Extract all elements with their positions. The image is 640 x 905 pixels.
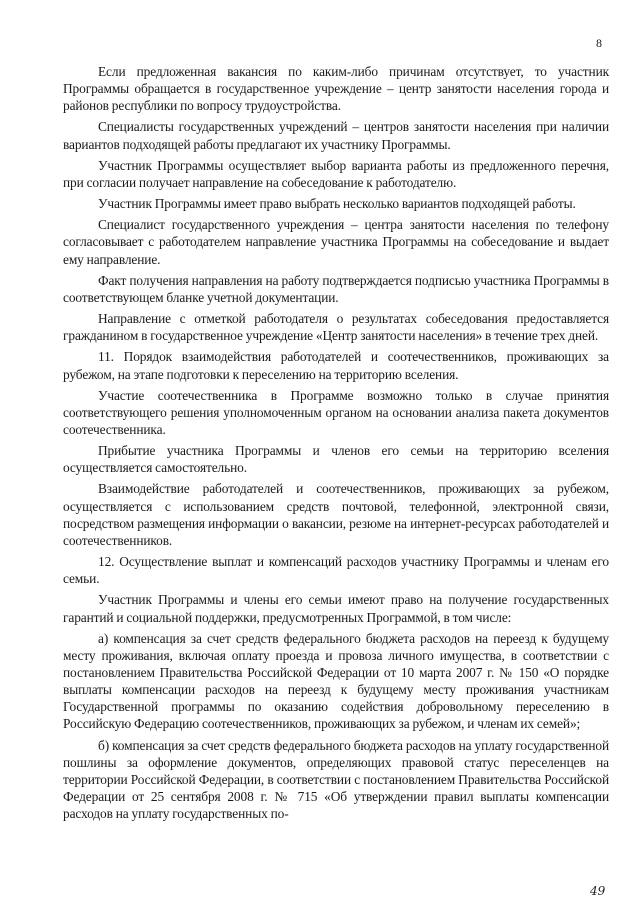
list-item: б) компенсация за счет средств федерального бюджета расходов на уплату государственной пошлины за оформление документов, определяющих правовой статус переселенцев на территории Российской Федерации, в соответствии с постановлением Правительства Российской Федерации от 25 сентября 2008 г. № 715 «Об утверждении правил выплаты компенсации расходов на уплату государственных по- [63, 737, 609, 822]
page-number: 8 [596, 36, 602, 50]
paragraph: Специалисты государственных учреждений – центров занятости населения при наличии вариантов подходящей работы предлагают их участнику Программы. [63, 119, 609, 152]
paragraph: Прибытие участника Программы и членов его семьи на территорию вселения осуществляется самостоятельно. [63, 443, 609, 476]
paragraph: Участник Программы имеет право выбрать несколько вариантов подходящей работы. [98, 196, 576, 212]
list-item: а) компенсация за счет средств федерального бюджета расходов на переезд к будущему месту проживания, включая оплату проезда и провоза личного имущества, в соответствии с постановлением Правительства Российской Федерации от 10 марта 2007 г. № 150 «О порядке выплаты компенсации расходов на переезд к будущему месту проживания участникам Государственной программы по оказанию содействия добровольному переселению в Российскую Федерацию соотечественников, проживающих за рубежом, и членам их семей»; [63, 630, 609, 732]
paragraph: Если предложенная вакансия по каким-либо причинам отсутствует, то участник Программы обращается в государственное учреждение – центр занятости населения города и районов республики по вопросу трудоустройства. [63, 64, 609, 114]
paragraph: Участник Программы осуществляет выбор варианта работы из предложенного перечня, при согласии получает направление на собеседование к работодателю. [63, 157, 609, 190]
section-heading: 11. Порядок взаимодействия работодателей и соотечественников, проживающих за рубежом, на этапе подготовки к переселению на территорию вселения. [63, 349, 609, 382]
document-body [63, 63, 609, 826]
section-heading: 12. Осуществление выплат и компенсаций расходов участнику Программы и членам его семьи. [63, 554, 609, 587]
handwritten-page-mark: 49 [590, 884, 606, 898]
paragraph: Специалист государственного учреждения – центра занятости населения по телефону согласовывает с работодателем направление участника Программы на собеседование и выдает ему направление. [63, 217, 609, 267]
paragraph: Факт получения направления на работу подтверждается подписью участника Программы в соответствующем бланке учетной документации. [63, 272, 609, 305]
paragraph: Участник Программы и члены его семьи имеют право на получение государственных гарантий и социальной поддержки, предусмотренных Программой, в том числе: [63, 592, 609, 625]
paragraph: Направление с отметкой работодателя о результатах собеседования предоставляется гражданином в государственное учреждение «Центр занятости населения» в течение трех дней. [63, 311, 609, 344]
paragraph: Участие соотечественника в Программе возможно только в случае принятия соответствующего решения уполномоченным органом на основании анализа пакета документов соотечественника. [63, 387, 609, 437]
paragraph: Взаимодействие работодателей и соотечественников, проживающих за рубежом, осуществляется с использованием средств почтовой, телефонной, электронной связи, посредством размещения информации о вакансии, резюме на интернет-ресурсах работодателей и соотечественников. [63, 481, 609, 548]
